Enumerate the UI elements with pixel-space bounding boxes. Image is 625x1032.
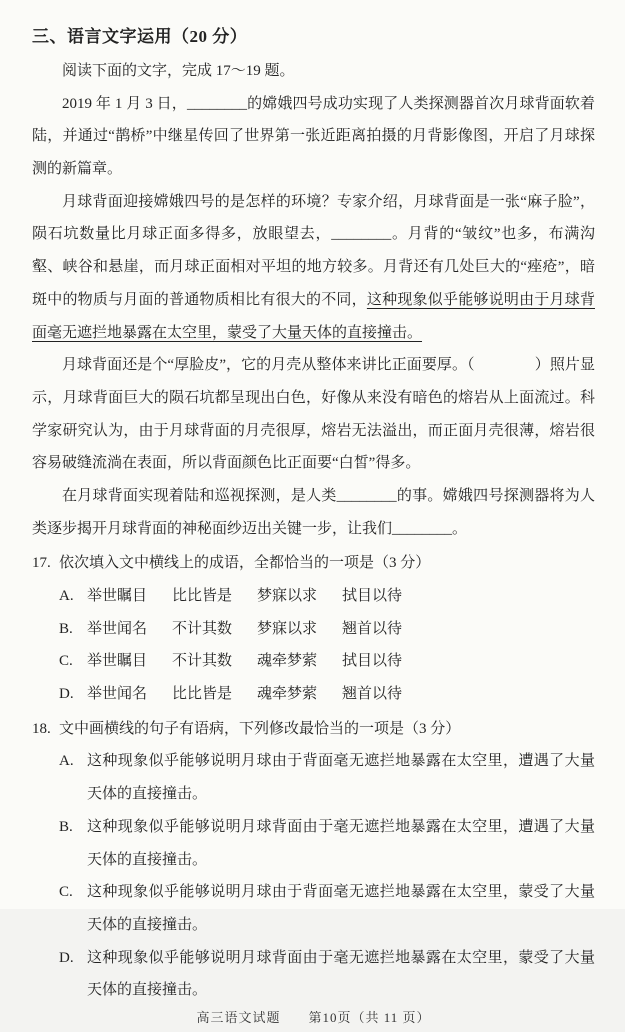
idiom-1: 举世瞩目 <box>87 588 148 604</box>
question-18-stem: 文中画横线的句子有语病，下列修改最恰当的一项是（3 分） <box>59 720 461 737</box>
option-row-c <box>59 645 595 678</box>
passage-paragraph-2 <box>32 186 595 349</box>
option-label: A. <box>59 588 74 604</box>
passage-paragraph-4: 在月球背面实现着陆和巡视探测，是人类________的事。嫦娥四号探测器将为人类逐步揭开月球背面的神秘面纱迈出关键一步，让我们________。 <box>32 487 595 537</box>
question-17-options <box>59 580 595 711</box>
option-label: B. <box>59 620 73 637</box>
option-label: C. <box>59 653 73 670</box>
idiom-3: 魂牵梦萦 <box>257 686 318 703</box>
idiom-3: 梦寐以求 <box>257 620 318 637</box>
option-label: B. <box>59 818 73 835</box>
idiom-2: 不计其数 <box>172 620 233 637</box>
option-label: D. <box>59 949 74 966</box>
question-18-head <box>32 713 595 746</box>
page-footer: 高三语文试题 第10页（共 11 页） <box>196 1009 431 1025</box>
idiom-1: 举世瞩目 <box>87 653 148 670</box>
idiom-2: 比比皆是 <box>172 686 233 703</box>
idiom-4: 拭目以待 <box>342 588 403 604</box>
reading-passage <box>32 55 595 545</box>
option-row-a <box>59 745 595 810</box>
option-text: 这种现象似乎能够说明月球由于背面毫无遮拦地暴露在太空里，蒙受了大量天体的直接撞击。 <box>87 884 595 933</box>
question-17-head <box>32 547 595 580</box>
question-18 <box>32 713 595 1007</box>
option-text: 这种现象似乎能够说明月球由于背面毫无遮拦地暴露在太空里，遭遇了大量天体的直接撞击。 <box>87 753 595 803</box>
idiom-4: 翘首以待 <box>342 620 403 637</box>
option-label: D. <box>59 686 74 703</box>
option-row-b <box>59 613 595 646</box>
idiom-4: 拭目以待 <box>342 653 403 670</box>
option-label: A. <box>59 753 74 770</box>
idiom-2: 比比皆是 <box>172 588 233 604</box>
question-17-stem: 依次填入文中横线上的成语，全都恰当的一项是（3 分） <box>59 555 431 572</box>
option-text: 这种现象似乎能够说明月球背面由于毫无遮拦地暴露在太空里，遭遇了大量天体的直接撞击。 <box>87 818 595 868</box>
question-17 <box>32 547 595 710</box>
passage-intro: 阅读下面的文字，完成 17～19 题。 <box>62 63 295 79</box>
option-row-d <box>59 678 595 711</box>
paragraph-2-text: 月球背面迎接嫦娥四号的是怎样的环境？专家介绍，月球背面是一张“麻子脸”，陨石坑数量比月球正面多得多，放眼望去，________。月背的“皱纹”也多，布满沟壑、峡谷和悬崖，而月球正面相对平坦的地方较多。月背还有几处巨大的“痤疮”，暗斑中的物质与月面的普通物质相比有很大的不同， <box>32 193 595 308</box>
option-row-a <box>59 580 595 613</box>
idiom-3: 梦寐以求 <box>257 588 318 604</box>
option-label: C. <box>59 884 73 901</box>
idiom-3: 魂牵梦萦 <box>257 653 318 670</box>
option-row-d <box>59 942 595 1007</box>
option-row-b <box>59 811 595 876</box>
question-18-number: 18. <box>32 720 51 737</box>
question-18-options <box>59 745 595 1007</box>
passage-paragraph-3: 月球背面还是个“厚脸皮”，它的月壳从整体来讲比正面要厚。（ ）照片显示，月球背面巨大的陨石坑都呈现出白色，好像从来没有暗色的熔岩从上面流过。科学家研究认为，由于月球背面的月壳很厚，熔岩无法溢出，而正面月壳很薄，熔岩很容易破缝流淌在表面，所以背面颜色比正面要“白皙”得多。 <box>32 357 595 472</box>
idiom-2: 不计其数 <box>172 653 233 670</box>
idiom-4: 翘首以待 <box>342 686 403 703</box>
underlined-sentence: 这种现象似乎能够说明由于月球背面毫无遮拦地暴露在太空里，蒙受了大量天体的直接撞击。 <box>32 291 595 341</box>
section-title: 三、语言文字运用（20 分） <box>32 27 248 46</box>
option-text: 这种现象似乎能够说明月球背面由于毫无遮拦地暴露在太空里，蒙受了大量天体的直接撞击。 <box>87 949 595 999</box>
idiom-1: 举世闻名 <box>87 686 148 703</box>
question-17-number: 17. <box>32 555 51 572</box>
passage-paragraph-1: 2019 年 1 月 3 日，________的嫦娥四号成功实现了人类探测器首次月球背面软着陆，并通过“鹊桥”中继星传回了世界第一张近距离拍摄的月背影像图，开启了月球探测的新篇章。 <box>32 95 595 178</box>
idiom-1: 举世闻名 <box>87 620 148 637</box>
